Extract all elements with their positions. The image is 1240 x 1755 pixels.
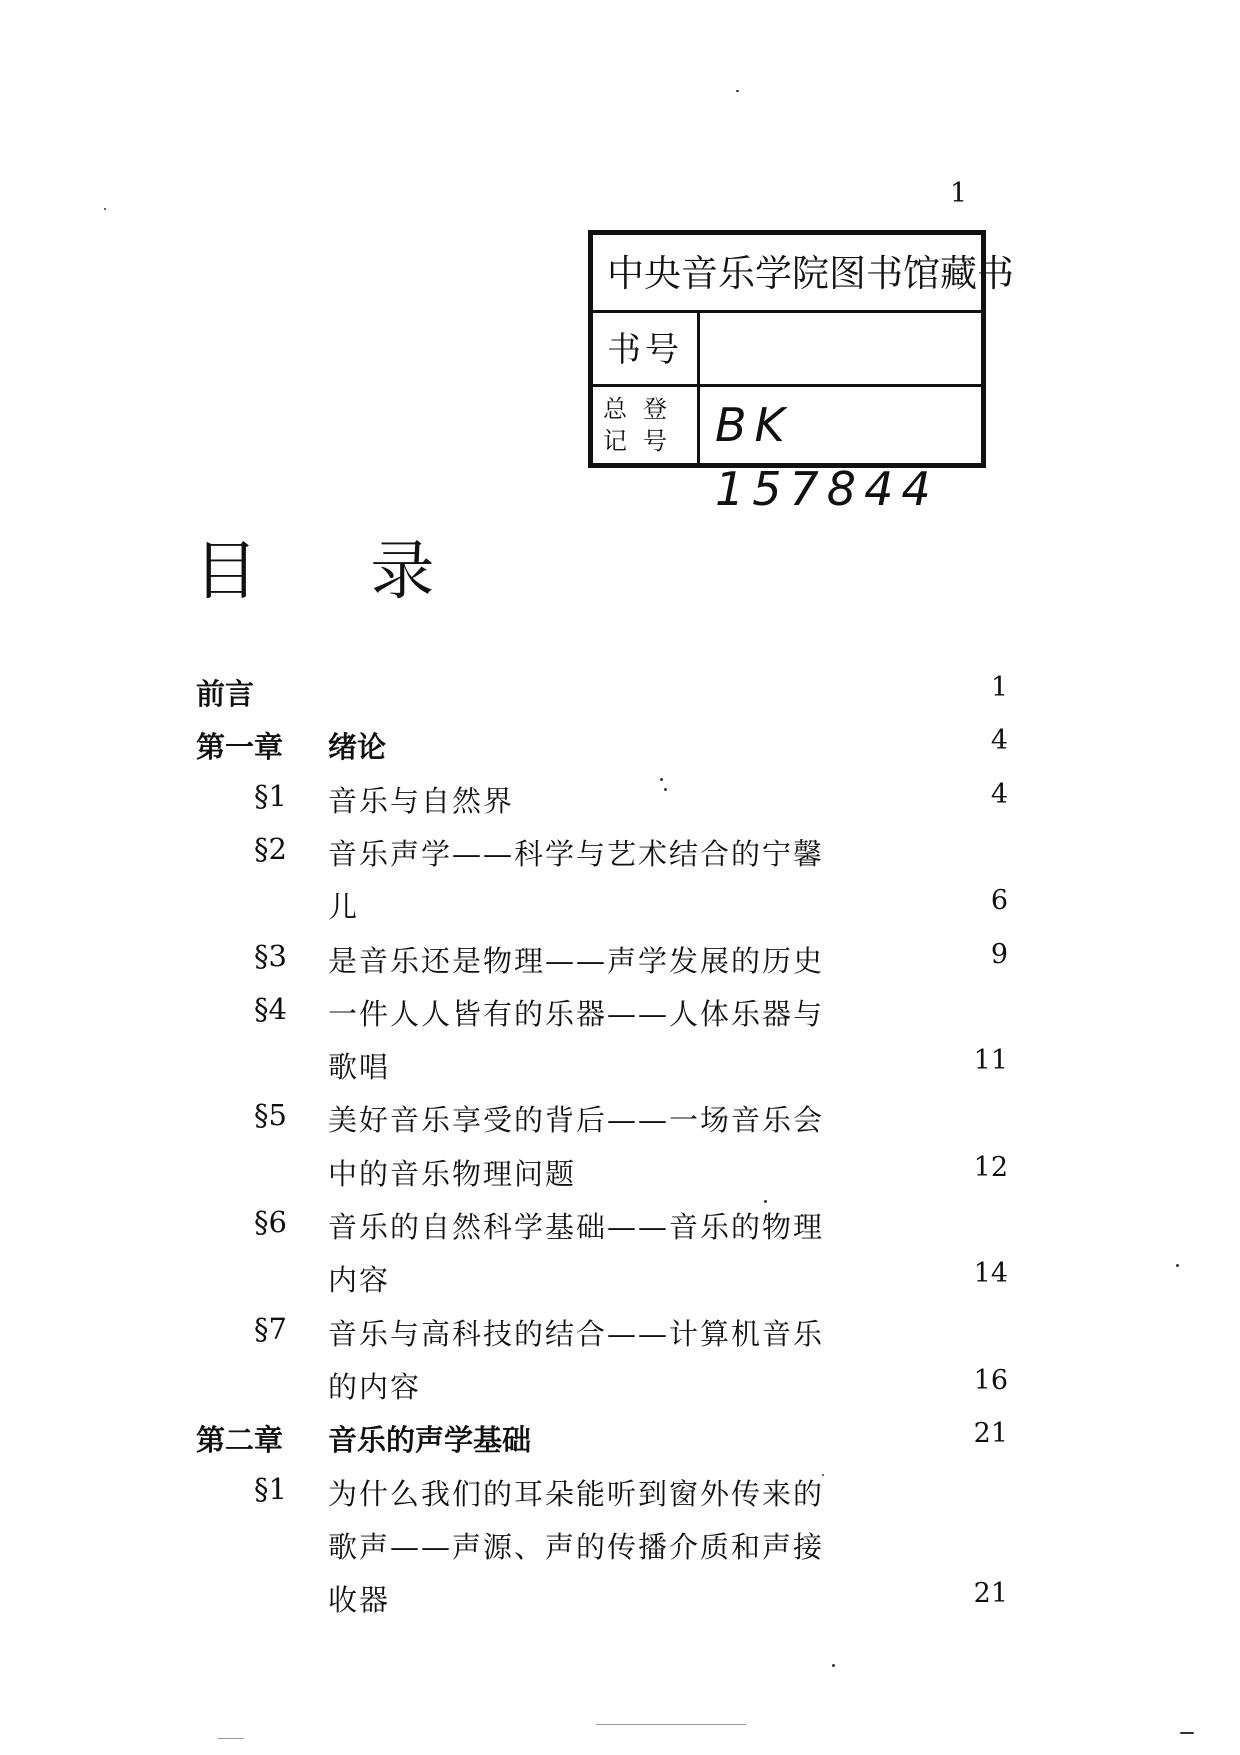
toc-row: [0, 939, 1240, 991]
toc-row: [0, 1045, 1240, 1097]
toc-page-number: 9: [990, 939, 1008, 970]
toc-section-title: 歌声——声源、声的传播介质和声接: [328, 1530, 825, 1564]
toc-row: [0, 672, 1240, 724]
toc-section-number: §4: [254, 992, 287, 1026]
toc-section-title: 音乐与自然界: [328, 784, 515, 818]
toc-page-number: 21: [973, 1578, 1008, 1609]
toc-page-number: 1: [990, 672, 1008, 703]
stamp-accession-row: [593, 387, 981, 516]
toc-page-number: 14: [973, 1258, 1008, 1289]
toc-section-number: §7: [254, 1312, 287, 1346]
toc-row: [0, 1418, 1240, 1470]
toc-row: [0, 992, 1240, 1044]
toc-row: [0, 1578, 1240, 1630]
toc-row: [0, 1472, 1240, 1524]
toc-row: [0, 1098, 1240, 1150]
toc-page-number: 6: [990, 885, 1008, 916]
toc-section-title: 中的音乐物理问题: [328, 1157, 577, 1191]
toc-section-title: 音乐与高科技的结合——计算机音乐: [328, 1317, 825, 1351]
stamp-divider: [697, 313, 700, 384]
toc-section-title: 收器: [328, 1583, 391, 1617]
toc-section-title: 音乐声学——科学与艺术结合的宁馨: [328, 837, 825, 871]
toc-chapter-title: 音乐的声学基础: [328, 1423, 532, 1457]
toc-section-title: 音乐的自然科学基础——音乐的物理: [328, 1210, 825, 1244]
page-number: 1: [950, 178, 968, 209]
stamp-accession-value: BK 157844: [715, 398, 939, 516]
toc-chapter-title: 绪论: [328, 730, 387, 764]
toc-page-number: 4: [990, 779, 1008, 810]
toc-section-title: 为什么我们的耳朵能听到窗外传来的: [328, 1477, 825, 1511]
toc-chapter-label: 前言: [196, 677, 255, 711]
toc-row: [0, 1525, 1240, 1577]
toc-row: [0, 1205, 1240, 1257]
toc-page-number: 16: [973, 1365, 1008, 1396]
toc-row: [0, 1258, 1240, 1310]
stamp-accession-label: 总登记号: [603, 395, 683, 455]
toc-page-number: 11: [973, 1045, 1008, 1076]
toc-chapter-label: 第二章: [196, 1423, 284, 1457]
toc-section-title: 儿: [328, 890, 360, 924]
toc-page-number: 4: [990, 725, 1008, 756]
toc-section-title: 是音乐还是物理——声学发展的历史: [328, 944, 825, 978]
toc-section-number: §1: [254, 779, 287, 813]
toc-section-title: 一件人人皆有的乐器——人体乐器与: [328, 997, 825, 1031]
toc-section-title: 歌唱: [328, 1050, 391, 1084]
toc-row: [0, 885, 1240, 937]
toc-section-title: 美好音乐享受的背后——一场音乐会: [328, 1103, 825, 1137]
toc-title: 目 录: [194, 535, 481, 609]
toc-row: [0, 1152, 1240, 1204]
toc-page-number: 12: [973, 1152, 1008, 1183]
toc-section-number: §5: [254, 1098, 287, 1132]
toc-section-number: §6: [254, 1205, 287, 1239]
toc-page-number: 21: [973, 1418, 1008, 1449]
library-stamp: [588, 230, 1014, 516]
toc-chapter-label: 第一章: [196, 730, 284, 764]
toc-row: [0, 1365, 1240, 1417]
toc-section-title: 的内容: [328, 1370, 422, 1404]
toc-row: [0, 1312, 1240, 1364]
stamp-call-number-label: 书号: [607, 330, 683, 370]
toc-section-number: §1: [254, 1472, 287, 1506]
stamp-call-number-row: [593, 313, 981, 387]
toc-row: [0, 832, 1240, 884]
toc-section-number: §3: [254, 939, 287, 973]
toc-row: [0, 779, 1240, 831]
stamp-divider: [697, 387, 700, 463]
toc-section-title: 内容: [328, 1263, 391, 1297]
toc-section-number: §2: [254, 832, 287, 866]
stamp-heading: 中央音乐学院图书馆藏书: [593, 235, 981, 313]
toc-row: [0, 725, 1240, 777]
